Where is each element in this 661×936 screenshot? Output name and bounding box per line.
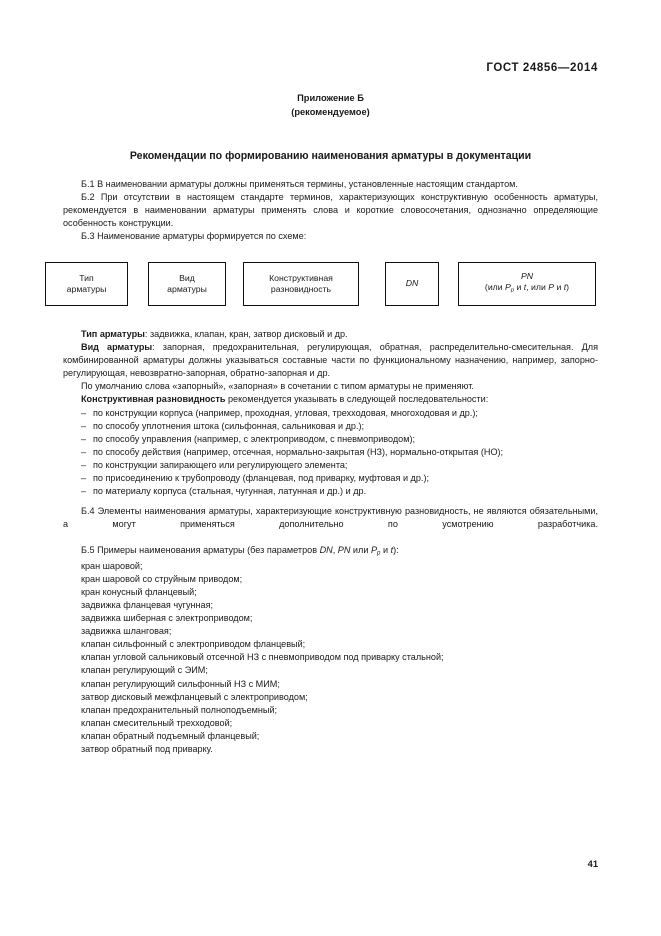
schema-box-dn bbox=[385, 262, 439, 306]
list-item-text: по материалу корпуса (стальная, чугунная, латунная и др.) и др. bbox=[93, 486, 367, 497]
paragraph-type-definition bbox=[63, 328, 598, 341]
b5-sub: р bbox=[377, 549, 381, 557]
paragraph-constructive-intro bbox=[63, 393, 598, 406]
text-kind: : запорная, предохранительная, регулирующая, обратная, распределительно-смесительная. Для комбинированной арматуры должны указываться составные части по функциональному назначению, например, запорно-регулирующая, невозвратно-запорная, обратно-запорная и др. bbox=[63, 342, 598, 379]
text-type: : задвижка, клапан, кран, затвор дисковый и др. bbox=[144, 329, 348, 339]
list-item: клапан регулирующий сильфонный НЗ с МИМ; bbox=[81, 678, 280, 689]
list-item bbox=[63, 433, 598, 446]
example-names-list bbox=[63, 560, 598, 756]
text-constructive: рекомендуется указывать в следующей последовательности: bbox=[225, 394, 489, 405]
dash-marker: – bbox=[81, 486, 87, 497]
list-item: кран шаровой; bbox=[81, 560, 143, 571]
b5-dn: DN bbox=[319, 545, 333, 556]
list-item bbox=[63, 472, 598, 485]
label-kind: Вид арматуры bbox=[81, 342, 153, 353]
b5-and: и bbox=[380, 545, 391, 556]
list-item: кран шаровой со струйным приводом; bbox=[81, 573, 243, 584]
definitions-section bbox=[63, 328, 598, 498]
schema-box-pn-label: PN bbox=[520, 270, 534, 281]
b5-prefix: Б.5 Примеры наименования арматуры (без параметров bbox=[81, 545, 320, 556]
schema-box-type bbox=[45, 262, 128, 306]
schema-box-constructive bbox=[243, 262, 359, 306]
paragraph-b5 bbox=[63, 544, 598, 559]
examples-section bbox=[63, 505, 598, 756]
standard-header: ГОСТ 24856—2014 bbox=[486, 62, 598, 74]
list-item: клапан сильфонный с электроприводом фланцевый; bbox=[81, 639, 306, 650]
schema-box-kind bbox=[148, 262, 226, 306]
page-number: 41 bbox=[587, 859, 598, 869]
schema-box-kind-line2: арматуры bbox=[167, 284, 207, 294]
list-item: клапан обратный подъемный фланцевый; bbox=[81, 730, 260, 741]
paragraph-default-note: По умолчанию слова «запорный», «запорная» в сочетании с типом арматуры не применяют. bbox=[81, 381, 474, 392]
b5-mid: , bbox=[332, 545, 338, 556]
dash-marker: – bbox=[81, 473, 87, 484]
schema-box-constructive-line2: разновидность bbox=[270, 284, 332, 294]
page-title: Рекомендации по формированию наименования арматуры в документации bbox=[129, 150, 532, 162]
list-item bbox=[63, 459, 598, 472]
list-item: задвижка шланговая; bbox=[81, 626, 172, 637]
list-item-text: по присоединению к трубопроводу (фланцевая, под приварку, муфтовая и др.); bbox=[93, 473, 429, 484]
b5-or: или bbox=[350, 545, 371, 556]
list-item: задвижка шиберная с электроприводом; bbox=[81, 613, 253, 624]
schema-box-type-line2: арматуры bbox=[66, 284, 107, 294]
paragraph-b3: Б.3 Наименование арматуры формируется по схеме: bbox=[81, 231, 307, 242]
schema-box-pn bbox=[458, 262, 596, 306]
list-item: клапан смесительный трехходовой; bbox=[81, 717, 233, 728]
b5-t: t bbox=[390, 545, 394, 556]
dash-marker: – bbox=[81, 446, 87, 457]
list-item: затвор обратный под приварку. bbox=[81, 744, 213, 755]
paragraph-b1: Б.1 В наименовании арматуры должны применяться термины, установленные настоящим стандартом. bbox=[81, 179, 518, 189]
b5-suffix: ): bbox=[393, 545, 399, 556]
constructive-feature-list bbox=[63, 407, 598, 499]
list-item bbox=[63, 420, 598, 433]
paragraph-b4: Б.4 Элементы наименования арматуры, характеризующие конструктивную разновидность, не являются обязательными, а могут применяться дополнительно по усмотрению разработчика. bbox=[63, 506, 598, 530]
paragraph-b2: Б.2 При отсутствии в настоящем стандарте терминов, характеризующих конструктивную особенность арматуры, рекомендуется в наименовании арматуры применять слова и короткие словосочетания, однозначно определяющие особенность конструкции. bbox=[63, 192, 598, 229]
paragraph-kind-definition bbox=[63, 341, 598, 380]
list-item: клапан регулирующий с ЭИМ; bbox=[81, 665, 208, 676]
naming-schema-diagram bbox=[45, 262, 596, 306]
dash-marker: – bbox=[81, 420, 87, 431]
b5-pn: PN bbox=[337, 545, 351, 556]
dash-marker: – bbox=[81, 407, 87, 418]
schema-box-pn-note: (или $Р_р$ и t, или Р и t) bbox=[484, 282, 570, 294]
schema-box-dn-label: DN bbox=[405, 278, 419, 289]
list-item: клапан предохранительный полноподъемный; bbox=[81, 704, 278, 715]
schema-box-constructive-line1: Конструктивная bbox=[269, 272, 333, 283]
list-item-text: по конструкции корпуса (например, проходная, угловая, трехходовая, многоходовая и др.); bbox=[93, 407, 478, 418]
list-item: клапан угловой сальниковый отсечной НЗ с пневмоприводом под приварку стальной; bbox=[81, 652, 444, 663]
annex-title-line: Приложение Б bbox=[297, 93, 364, 103]
annex-heading bbox=[0, 91, 661, 119]
list-item: задвижка фланцевая чугунная; bbox=[81, 600, 214, 611]
list-item-text: по способу уплотнения штока (сильфонная, сальниковая и др.); bbox=[93, 420, 365, 431]
schema-box-type-line1: Тип bbox=[79, 272, 94, 283]
list-item bbox=[63, 446, 598, 459]
list-item: затвор дисковый межфланцевый с электроприводом; bbox=[81, 691, 308, 702]
list-item-text: по способу управления (например, с электроприводом, с пневмоприводом); bbox=[93, 433, 416, 444]
intro-paragraphs bbox=[63, 178, 598, 243]
list-item bbox=[63, 407, 598, 420]
list-item-text: по конструкции запирающего или регулирующего элемента; bbox=[93, 459, 348, 470]
list-item: кран конусный фланцевый; bbox=[81, 586, 197, 597]
dash-marker: – bbox=[81, 433, 87, 444]
list-item bbox=[63, 485, 598, 498]
dash-marker: – bbox=[81, 459, 87, 470]
annex-subtitle-line: (рекомендуемое) bbox=[291, 107, 370, 117]
label-type: Тип арматуры bbox=[81, 329, 145, 339]
label-constructive: Конструктивная разновидность bbox=[81, 394, 226, 405]
list-item-text: по способу действия (например, отсечная, нормально-закрытая (НЗ), нормально-открытая (НО); bbox=[93, 446, 504, 457]
schema-box-kind-line1: Вид bbox=[179, 272, 195, 283]
b5-p: Р bbox=[370, 545, 378, 556]
